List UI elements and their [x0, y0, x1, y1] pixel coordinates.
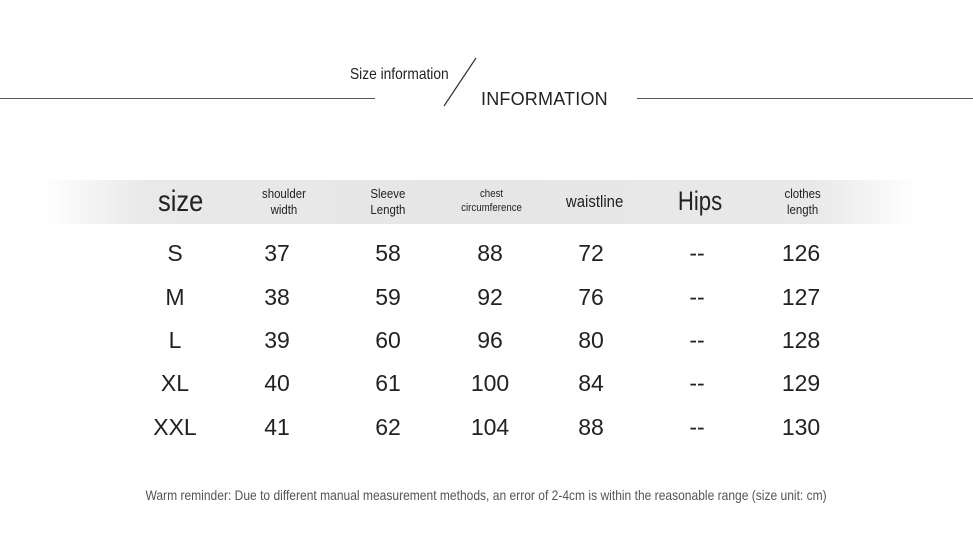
size-label-cell: XXL: [153, 414, 197, 440]
header-clothes-length: clothes length: [784, 185, 822, 217]
measurement-cell: 96: [477, 327, 503, 353]
measurement-cell: 128: [781, 327, 821, 353]
measurement-cell: 129: [781, 370, 821, 396]
measurement-cell: 61: [375, 370, 401, 396]
measurement-cell: 88: [578, 414, 604, 440]
measurement-cell: 127: [781, 284, 821, 310]
measurement-cell: 41: [264, 414, 290, 440]
measurement-cell: 60: [375, 327, 401, 353]
size-label-cell: M: [165, 284, 185, 310]
header-size: size: [158, 185, 204, 219]
measurement-cell: 104: [470, 414, 510, 440]
measurement-cell: --: [689, 284, 705, 310]
title-divider-left: [0, 98, 375, 99]
measurement-cell: --: [689, 370, 705, 396]
measurement-cell: 59: [375, 284, 401, 310]
size-label-cell: L: [168, 327, 182, 353]
measurement-cell: 92: [477, 284, 503, 310]
measurement-cell: 72: [578, 240, 604, 266]
measurement-cell: --: [689, 327, 705, 353]
measurement-cell: 130: [781, 414, 821, 440]
measurement-cell: 39: [264, 327, 290, 353]
header-sleeve-length: Sleeve Length: [370, 185, 406, 217]
measurement-cell: --: [689, 414, 705, 440]
slash-divider-icon: [441, 56, 481, 108]
measurement-cell: 84: [578, 370, 604, 396]
measurement-reminder: Warm reminder: Due to different manual measurement methods, an error of 2-4cm is within the reasonable range (size unit: cm): [145, 487, 828, 503]
header-hips: Hips: [677, 186, 723, 217]
header-waistline: waistline: [566, 192, 624, 212]
measurement-cell: 58: [375, 240, 401, 266]
measurement-cell: 80: [578, 327, 604, 353]
measurement-cell: 62: [375, 414, 401, 440]
measurement-cell: 100: [470, 370, 510, 396]
size-label-cell: XL: [160, 370, 190, 396]
header-shoulder-width: shoulder width: [262, 185, 306, 217]
size-label-cell: S: [167, 240, 183, 266]
section-title: Size information: [350, 66, 449, 83]
measurement-cell: 40: [264, 370, 290, 396]
measurement-cell: 38: [264, 284, 290, 310]
measurement-cell: 76: [578, 284, 604, 310]
measurement-cell: 88: [477, 240, 503, 266]
title-divider-right: [637, 98, 973, 99]
measurement-cell: --: [689, 240, 705, 266]
measurement-cell: 37: [264, 240, 290, 266]
measurement-cell: 126: [781, 240, 821, 266]
header-chest-circumference: chest circumference: [461, 188, 523, 214]
section-subtitle: INFORMATION: [481, 89, 608, 109]
